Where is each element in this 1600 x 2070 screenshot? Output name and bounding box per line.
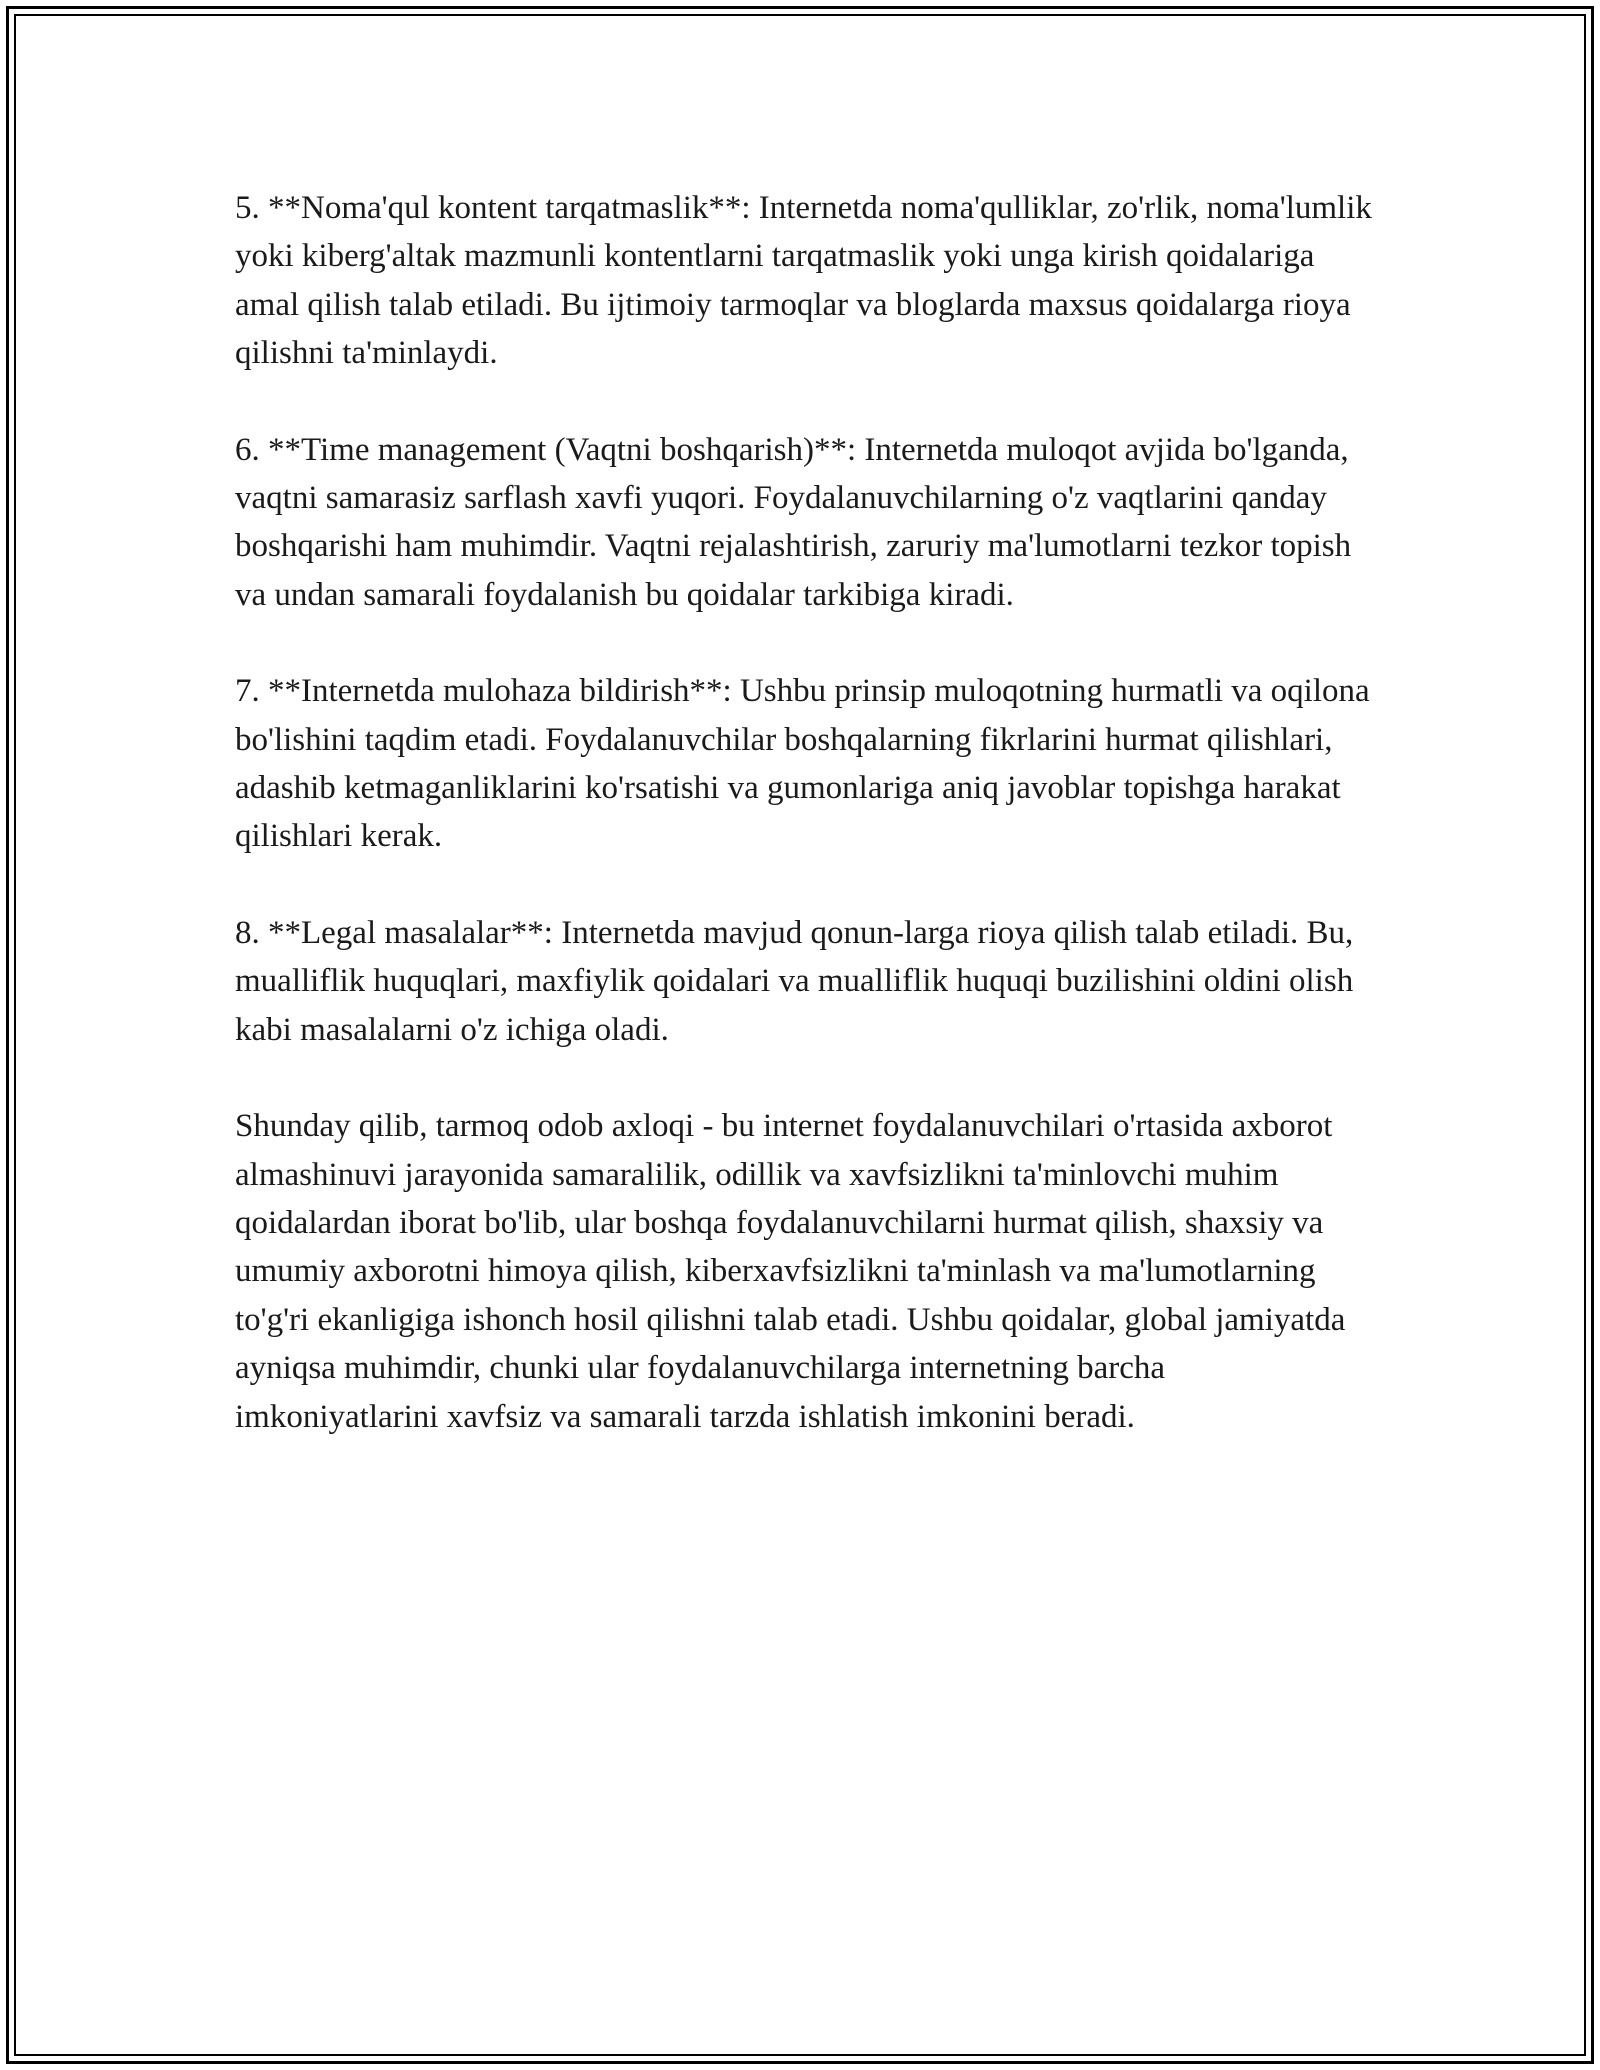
conclusion-paragraph: Shunday qilib, tarmoq odob axloqi - bu internet foydalanuvchilari o'rtasida axborot almashinuvi jarayonida samaralilik, odillik va xavfsizlikni ta'minlovchi muhim qoidalardan iborat bo'lib, ular boshqa foydalanuvchilarni hurmat qilish, shaxsiy va umumiy axborotni himoya qilish, kiberxavfsizlikni ta'minlash va ma'lumotlarning to'g'ri ekanligiga ishonch hosil qilishni talab etadi. Ushbu qoidalar, global jamiyatda ayniqsa muhimdir, chunki ular foydalanuvchilarga internetning barcha imkoniyatlarini xavfsiz va samarali tarzda ishlatish imkonini beradi. — [235, 1108, 1346, 1435]
paragraph-item-8: 8. **Legal masalalar**: Internetda mavjud qonun-larga rioya qilish talab etiladi. Bu, mualliflik huquqlari, maxfiylik qoidalari va mualliflik huquqi buzilishini oldini olish kabi masalalarni o'z ichiga oladi. — [235, 914, 1354, 1048]
paragraph-item-5: 5. **Noma'qul kontent tarqatmaslik**: Internetda noma'qulliklar, zo'rlik, noma'lumlik yoki kiberg'altak mazmunli kontentlarni tarqatmaslik yoki unga kirish qoidalariga amal qilish talab etiladi. Bu ijtimoiy tarmoqlar va bloglarda maxsus qoidalarga rioya qilishni ta'minlaydi. — [235, 190, 1372, 372]
document-body — [235, 184, 1375, 1489]
paragraph-item-6: 6. **Time management (Vaqtni boshqarish)**: Internetda muloqot avjida bo'lganda, vaqtni samarasiz sarflash xavfi yuqori. Foydalanuvchilarning o'z vaqtlarini qanday boshqarishi ham muhimdir. Vaqtni rejalashtirish, zaruriy ma'lumotlarni tezkor topish va undan samarali foydalanish bu qoidalar tarkibiga kiradi. — [235, 431, 1352, 613]
paragraph-item-7: 7. **Internetda mulohaza bildirish**: Ushbu prinsip muloqotning hurmatli va oqilona bo'lishini taqdim etadi. Foydalanuvchilar boshqalarning fikrlarini hurmat qilishlari, adashib ketmaganliklarini ko'rsatishi va gumonlariga aniq javoblar topishga harakat qilishlari kerak. — [235, 673, 1370, 855]
